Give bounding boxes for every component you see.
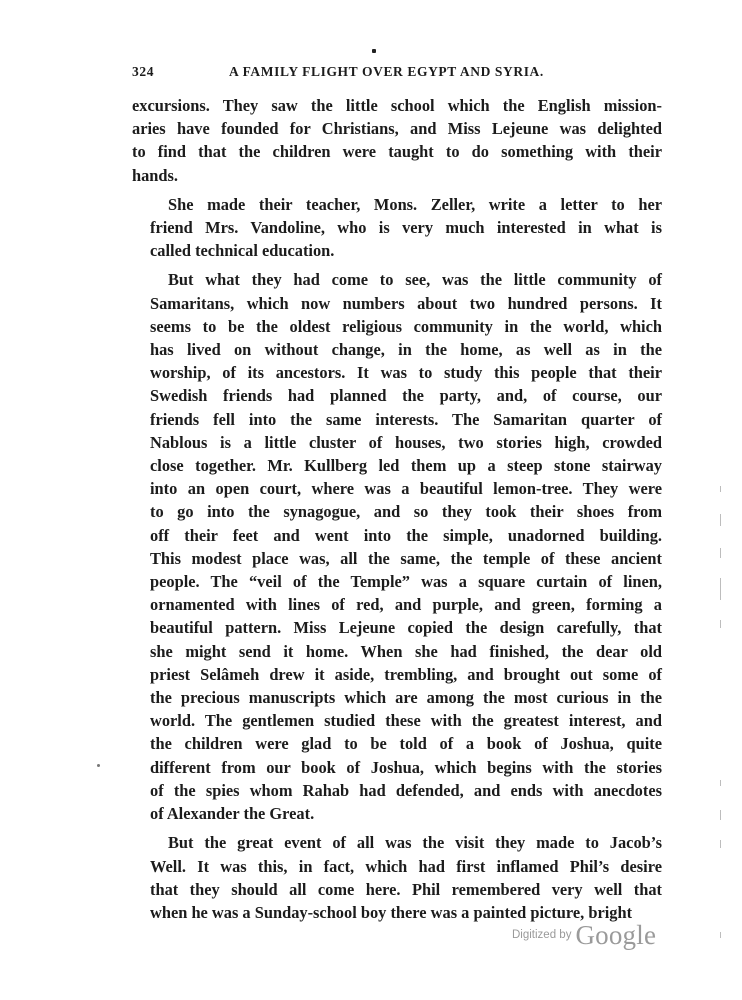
running-title: A FAMILY FLIGHT OVER EGYPT AND SYRIA. <box>229 64 544 79</box>
page-number: 324 <box>132 64 155 79</box>
digitized-by-google-watermark <box>512 920 672 960</box>
paragraph <box>132 831 662 924</box>
text-line: the children were glad to be told of a book of Joshua, quite <box>150 734 662 754</box>
google-logo: Google <box>575 920 657 950</box>
text-line: different from our book of Joshua, which begins with the stories <box>150 757 662 777</box>
text-line: Nablous is a little cluster of houses, two stories high, crowded <box>150 432 662 452</box>
text-line: that they should all come here. Phil remembered very well that <box>150 879 662 899</box>
text-line: This modest place was, all the same, the temple of these ancient <box>150 548 662 568</box>
text-line: world. The gentlemen studied these with the greatest interest, and <box>150 711 662 731</box>
text-line: seems to be the oldest religious community in the world, which <box>150 316 662 336</box>
paragraph <box>132 268 662 825</box>
top-ornament-dot <box>372 49 376 53</box>
text-line: to find that the children were taught to do something with their <box>132 142 662 162</box>
text-line: Swedish friends had planned the party, and, of course, our <box>150 386 662 406</box>
text-line: to go into the synagogue, and so they took their shoes from <box>150 502 662 522</box>
text-line: friends fell into the same interests. The Samaritan quarter of <box>150 409 662 429</box>
paragraph <box>132 193 662 263</box>
text-line: excursions. They saw the little school which the English mission- <box>132 96 662 115</box>
text-line: worship, of its ancestors. It was to study this people that their <box>150 363 662 383</box>
text-line: she might send it home. When she had finished, the dear old <box>150 641 662 661</box>
page-edge-marks <box>718 480 724 980</box>
text-line: Well. It was this, in fact, which had first inflamed Phil’s desire <box>150 856 662 876</box>
text-line: close together. Mr. Kullberg led them up a steep stone stairway <box>150 456 662 476</box>
text-line: But the great event of all was the visit they made to Jacob’s <box>168 833 662 853</box>
text-line: off their feet and went into the simple, unadorned building. <box>150 525 662 545</box>
body-text <box>132 94 662 930</box>
text-line: friend Mrs. Vandoline, who is very much interested in what is <box>150 218 662 238</box>
text-line: the precious manuscripts which are among the most curious in the <box>150 688 662 708</box>
text-line: has lived on without change, in the home, as well as in the <box>150 340 662 360</box>
running-head <box>132 64 662 84</box>
text-line: priest Selâmeh drew it aside, trembling, and brought out some of <box>150 664 662 684</box>
text-line: into an open court, where was a beautiful lemon-tree. They were <box>150 479 662 499</box>
text-line: of Alexander the Great. <box>150 804 315 824</box>
text-line: She made their teacher, Mons. Zeller, write a letter to her <box>168 194 662 214</box>
paragraph <box>132 94 662 187</box>
text-line: Samaritans, which now numbers about two hundred persons. It <box>150 293 662 313</box>
margin-speck <box>97 764 100 767</box>
text-line: when he was a Sunday-school boy there was a painted picture, bright <box>150 902 633 922</box>
text-line: beautiful pattern. Miss Lejeune copied the design carefully, that <box>150 618 662 638</box>
text-line: aries have founded for Christians, and Miss Lejeune was delighted <box>132 119 662 139</box>
text-line: people. The “veil of the Temple” was a square curtain of linen, <box>150 572 662 592</box>
text-line: called technical education. <box>150 241 335 261</box>
watermark-prefix: Digitized by <box>512 929 572 941</box>
text-line: hands. <box>132 165 179 185</box>
text-line: But what they had come to see, was the little community of <box>168 270 662 290</box>
text-line: of the spies whom Rahab had defended, and ends with anecdotes <box>150 780 662 800</box>
text-line: ornamented with lines of red, and purple, and green, forming a <box>150 595 662 615</box>
